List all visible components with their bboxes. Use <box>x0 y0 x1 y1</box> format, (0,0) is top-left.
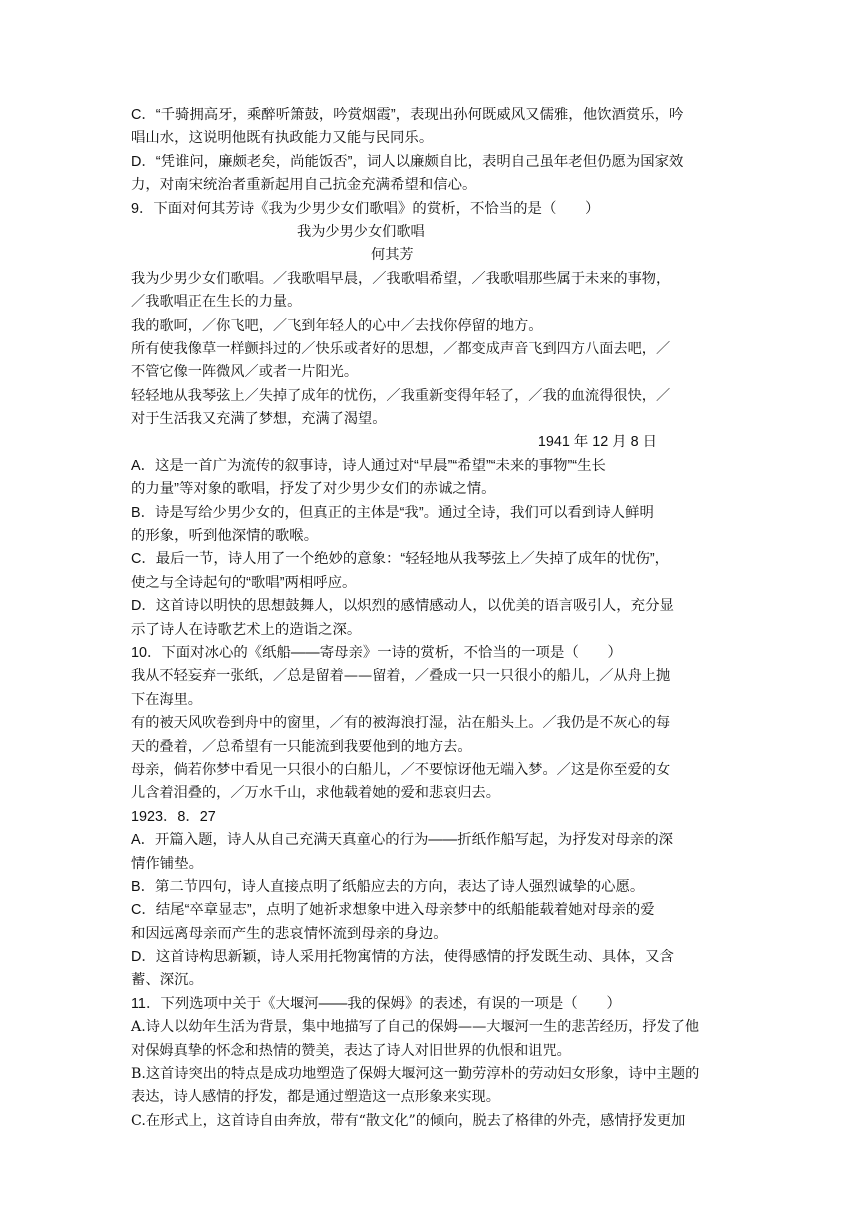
text-line: 和因远离母亲而产生的悲哀情怀流到母亲的身边。 <box>131 925 448 942</box>
text-line: 1941 年 12 月 8 日 <box>537 434 657 451</box>
text-line: 何其芳 <box>371 247 414 264</box>
text-line: C．最后一节，诗人用了一个绝妙的意象：“轻轻地从我琴弦上／失掉了成年的忧伤”， <box>131 551 670 568</box>
text-line: B．第二节四句，诗人直接点明了纸船应去的方向，表达了诗人强烈诚挚的心愿。 <box>131 878 645 895</box>
text-line: 我为少男少女们歌唱 <box>297 223 425 240</box>
text-line: 力，对南宋统治者重新起用自己抗金充满希望和信心。 <box>131 177 477 194</box>
text-line: 我为少男少女们歌唱。／我歌唱早晨，／我歌唱希望，／我歌唱那些属于未来的事物， <box>131 270 671 287</box>
text-line: ／我歌唱正在生长的力量。 <box>131 294 302 311</box>
text-line: D．这首诗构思新颖，诗人采用托物寓情的方法，使得感情的抒发既生动、具体，又含 <box>131 949 674 966</box>
text-line: C．“千骑拥高牙，乘醉听箫鼓，吟赏烟霞”，表现出孙何既威风又儒雅，他饮酒赏乐，吟 <box>131 107 684 123</box>
text-line: 所有使我像草一样颤抖过的／快乐或者好的思想，／都变成声音飞到四方八面去吧，／ <box>131 340 671 357</box>
text-line: 使之与全诗起句的“歌唱”两相呼应。 <box>131 574 357 591</box>
text-line: B.这首诗突出的特点是成功地塑造了保姆大堰河这一勤劳淳朴的劳动妇女形象，诗中主题的 <box>131 1066 700 1083</box>
text-line: 儿含着泪叠的，／万水千山，求他载着她的爱和悲哀归去。 <box>131 785 500 802</box>
text-line: 有的被天风吹卷到舟中的窗里，／有的被海浪打湿，沾在船头上。／我仍是不灰心的每 <box>131 715 671 732</box>
text-line: B．诗是写给少男少女的，但真正的主体是“我”。通过全诗，我们可以看到诗人鲜明 <box>131 504 654 521</box>
text-line: 天的叠着，／总希望有一只能流到我要他到的地方去。 <box>131 738 472 755</box>
text-line: C．结尾“卒章显志”，点明了她祈求想象中进入母亲梦中的纸船能载着她对母亲的爱 <box>131 902 655 919</box>
text-line: 11．下列选项中关于《大堰河——我的保姆》的表述，有误的一项是（ ） <box>131 995 621 1012</box>
text-line: 10．下面对冰心的《纸船——寄母亲》一诗的赏析，不恰当的一项是（ ） <box>131 644 622 661</box>
text-line: 的力量”等对象的歌唱，抒发了对少男少女们的赤诚之情。 <box>131 481 496 498</box>
text-line: C.在形式上，这首诗自由奔放，带有“散文化”的倾向，脱去了格律的外壳，感情抒发更加 <box>131 1112 686 1129</box>
text-line: 1923．8．27 <box>131 808 216 825</box>
text-line: 蓄、深沉。 <box>131 972 203 989</box>
text-line: D．“凭谁问，廉颇老矣，尚能饭否”，词人以廉颇自比，表明自己虽年老但仍愿为国家效 <box>131 153 684 170</box>
text-line: 对保姆真挚的怀念和热情的赞美，表达了诗人对旧世界的仇恨和诅咒。 <box>131 1042 571 1059</box>
text-line: 我从不轻妄弃一张纸，／总是留着——留着，／叠成一只一只很小的船儿，／从舟上抛 <box>131 668 671 685</box>
text-line: D．这首诗以明快的思想鼓舞人，以炽烈的感情感动人，以优美的语言吸引人，充分显 <box>131 598 674 615</box>
text-line: 不管它像一阵微风／或者一片阳光。 <box>131 364 359 381</box>
text-line: 我的歌呵，／你飞吧，／飞到年轻人的心中／去找你停留的地方。 <box>131 317 543 334</box>
text-line: 表达，诗人感情的抒发，都是通过塑造这一点形象来实现。 <box>131 1089 500 1106</box>
text-line: A.诗人以幼年生活为背景，集中地描写了自己的保姆——大堰河一生的悲苦经历，抒发了他 <box>131 1019 700 1036</box>
text-line: 母亲，倘若你梦中看见一只很小的白船儿，／不要惊讶他无端入梦。／这是你至爱的女 <box>131 761 671 778</box>
document-page <box>131 104 739 1133</box>
text-line: 轻轻地从我琴弦上／失掉了成年的忧伤，／我重新变得年轻了，／我的血流得很快，／ <box>131 387 671 404</box>
text-line: 唱山水，这说明他既有执政能力又能与民同乐。 <box>131 130 434 147</box>
text-line: A．这是一首广为流传的叙事诗，诗人通过对“早晨”“希望”“未来的事物”“生长 <box>131 457 606 474</box>
text-line: 对于生活我又充满了梦想，充满了渴望。 <box>131 411 387 428</box>
text-line: 下在海里。 <box>131 691 202 708</box>
text-line: 示了诗人在诗歌艺术上的造诣之深。 <box>131 621 362 638</box>
text-line: 的形象，听到他深情的歌喉。 <box>131 528 319 545</box>
text-line: 9．下面对何其芳诗《我为少男少女们歌唱》的赏析，不恰当的是（ ） <box>131 200 600 217</box>
text-line: 情作铺垫。 <box>131 855 203 872</box>
text-line: A．开篇入题，诗人从自己充满天真童心的行为——折纸作船写起，为抒发对母亲的深 <box>131 832 674 849</box>
